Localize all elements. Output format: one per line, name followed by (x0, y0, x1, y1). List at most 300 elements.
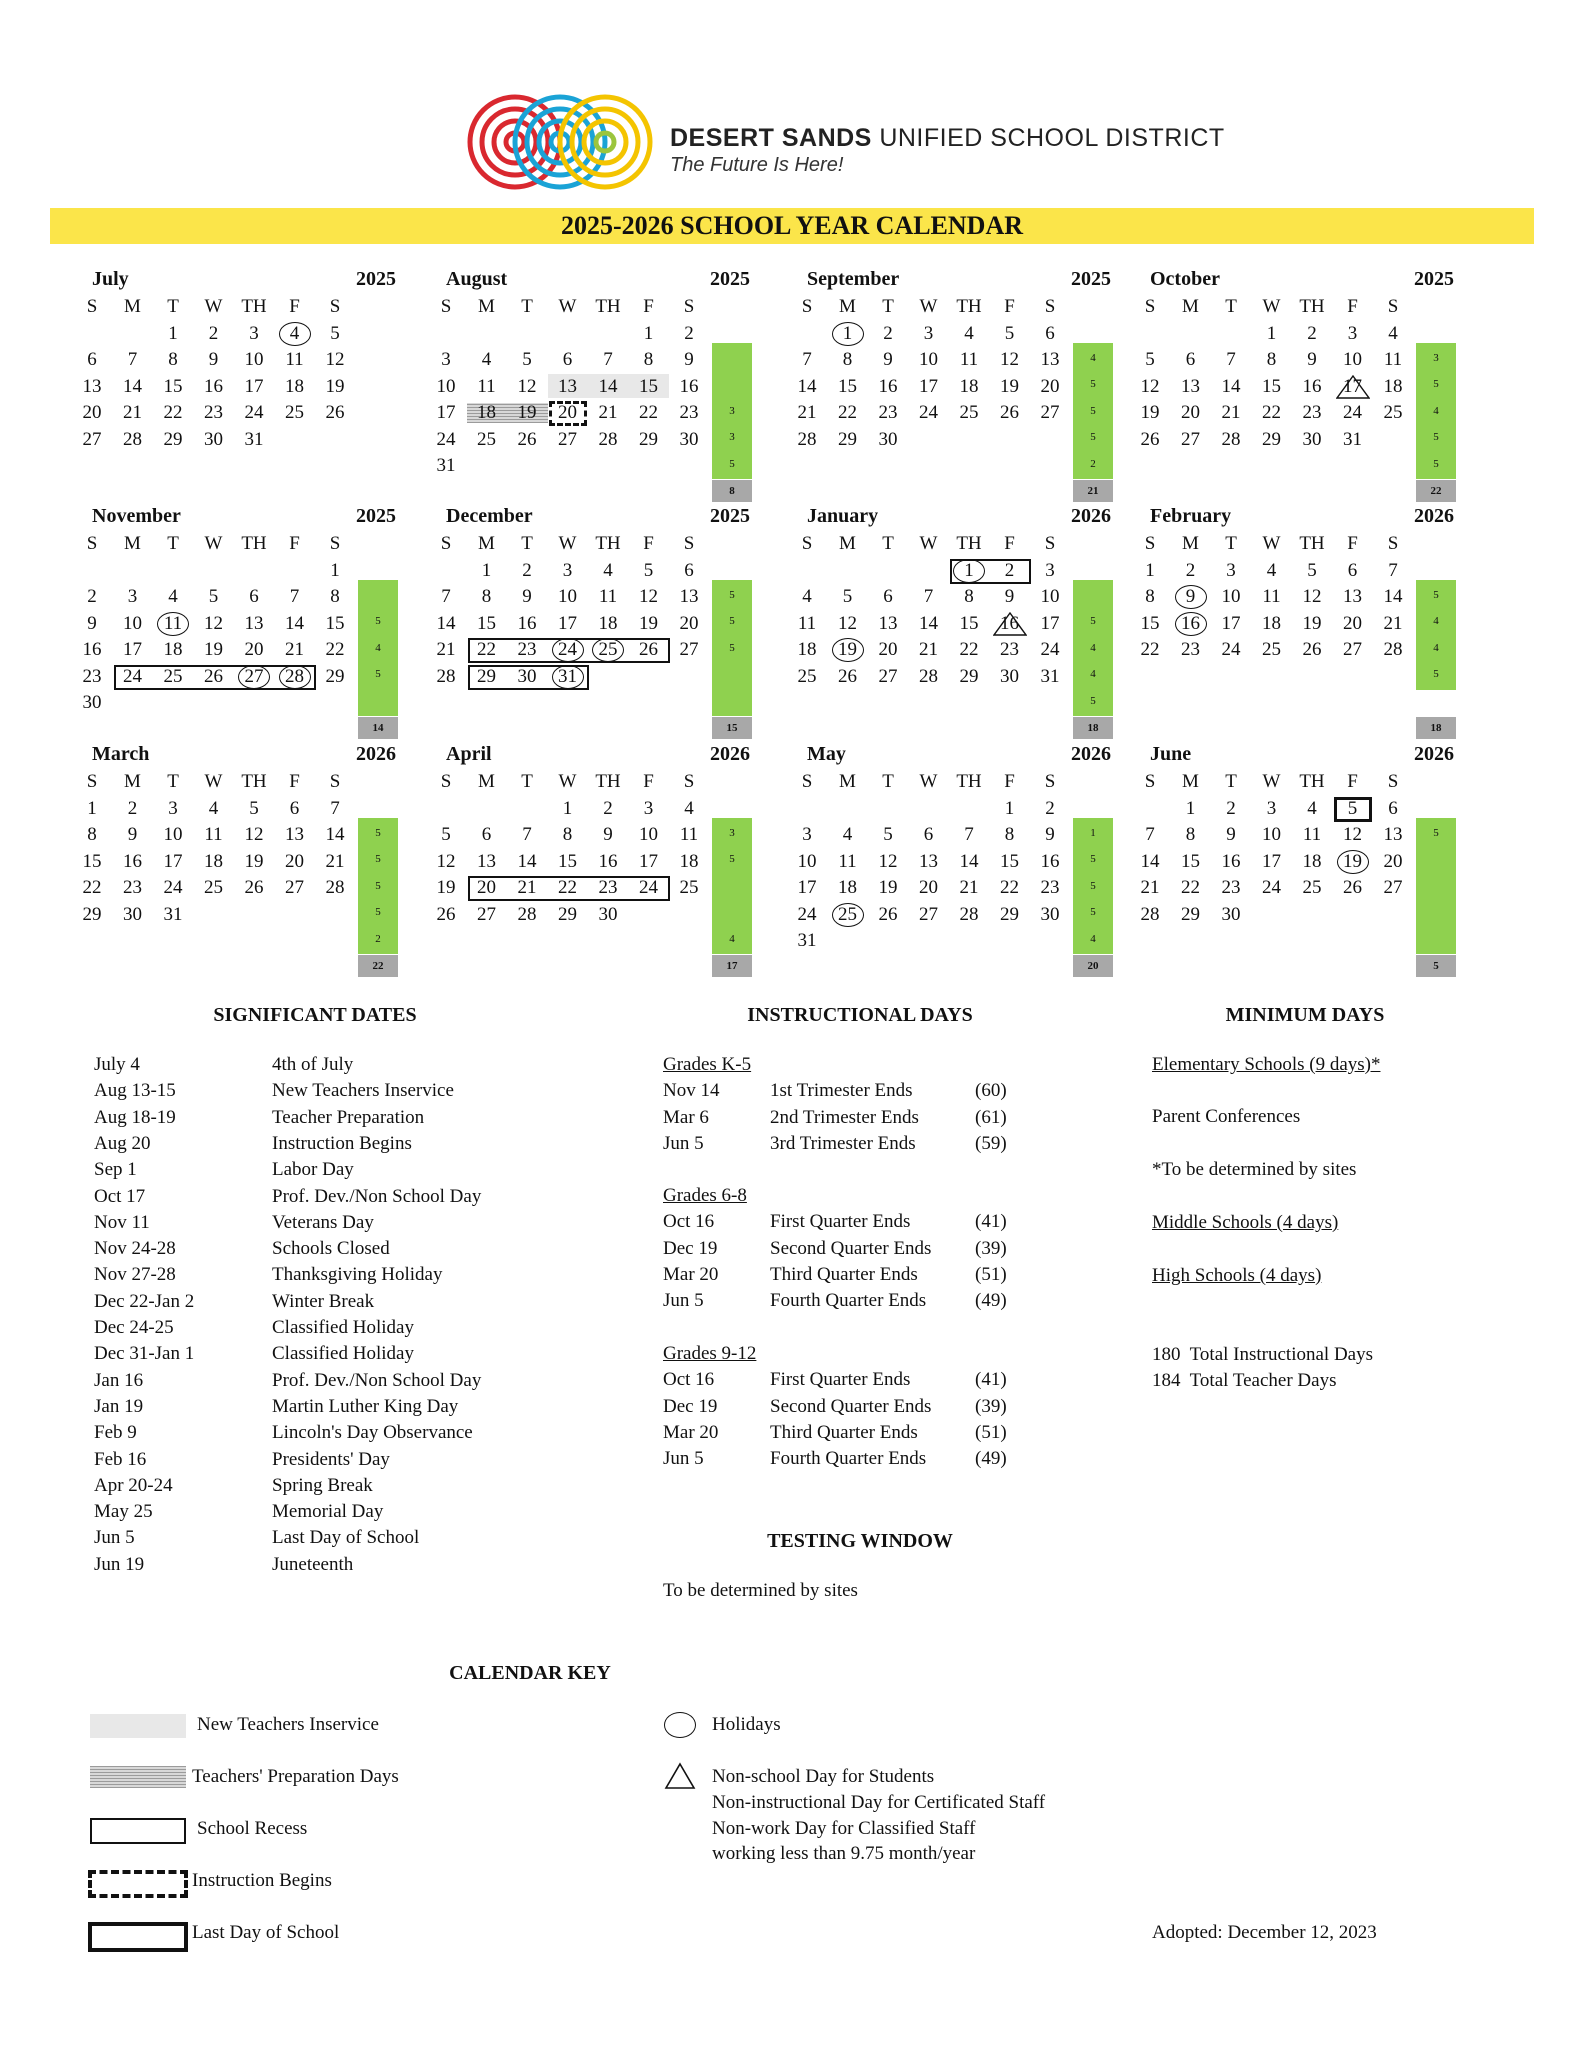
day-cell: 13 (679, 586, 699, 608)
total-teacher-days: 184 Total Teacher Days (1152, 1370, 1337, 1391)
day-cell: 12 (1302, 586, 1322, 608)
day-cell: 23 (598, 877, 618, 899)
day-cell: 1 (1145, 560, 1155, 581)
day-cell: 14 (919, 612, 938, 634)
day-cell: 13 (1343, 586, 1362, 608)
day-cell: 24 (123, 665, 142, 687)
day-cell: 16 (123, 850, 142, 872)
weekday-header: TH (1299, 771, 1325, 792)
significant-event: Prof. Dev./Non School Day (272, 1369, 482, 1391)
day-cell: 5 (208, 586, 219, 608)
day-cell: 17 (1221, 612, 1241, 634)
day-cell: 25 (797, 665, 817, 687)
weekday-header: TH (1299, 296, 1325, 317)
instructional-days-title: INSTRUCTIONAL DAYS (747, 1004, 973, 1026)
holiday-circle-icon (552, 665, 584, 689)
weekday-header: W (1262, 296, 1281, 317)
period-label: 2nd Trimester Ends (770, 1106, 919, 1128)
period-label: 3rd Trimester Ends (770, 1132, 916, 1154)
month-june (1106, 743, 1454, 979)
day-cell: 1 (1185, 798, 1196, 819)
day-cell: 1 (481, 560, 492, 581)
weekday-header: F (643, 296, 654, 317)
weekday-header: M (1182, 296, 1199, 317)
day-cell: 13 (244, 612, 264, 634)
day-cell: 1 (562, 798, 573, 819)
day-cell: 27 (82, 428, 102, 450)
day-cell: 22 (1262, 402, 1281, 424)
key-recess-swatch (90, 1818, 186, 1844)
period-label: Third Quarter Ends (770, 1263, 918, 1285)
day-cell: 29 (1000, 903, 1019, 925)
day-cell: 14 (123, 375, 142, 397)
significant-date: Dec 31-Jan 1 (94, 1343, 195, 1365)
day-cell: 13 (1040, 349, 1060, 371)
period-date: Dec 19 (663, 1237, 718, 1259)
day-cell: 4 (1307, 798, 1317, 819)
day-cell: 25 (598, 639, 618, 661)
month-year: 2026 (1414, 743, 1454, 765)
day-cell: 10 (1343, 349, 1362, 371)
day-cell: 18 (1262, 612, 1281, 634)
day-cell: 16 (1000, 612, 1019, 634)
day-cell: 31 (1343, 428, 1362, 450)
weekday-header: M (839, 296, 856, 317)
day-cell: 28 (517, 903, 537, 925)
day-cell: 6 (481, 824, 492, 846)
day-cell: 18 (679, 850, 699, 872)
day-cell: 27 (919, 903, 938, 925)
significant-date: Jun 5 (94, 1527, 135, 1549)
grade-group-heading: Grades 9-12 (663, 1343, 757, 1364)
week-count: 4 (1433, 615, 1439, 628)
weekday-header: F (289, 771, 300, 792)
period-day-count: (49) (975, 1290, 1007, 1312)
weekday-header: S (801, 533, 813, 554)
period-day-count: (39) (975, 1395, 1007, 1417)
key-last-swatch (88, 1922, 188, 1952)
day-cell: 9 (883, 349, 893, 371)
day-cell: 21 (919, 639, 938, 661)
weekday-header: S (683, 533, 695, 554)
weekday-header: S (683, 296, 695, 317)
day-cell: 31 (1040, 665, 1060, 687)
week-count: 5 (729, 615, 735, 628)
month-february (1106, 505, 1454, 741)
day-cell: 14 (1383, 586, 1403, 608)
day-cell: 9 (603, 824, 613, 846)
month-total-days: 18 (1073, 717, 1113, 739)
day-cell: 4 (842, 824, 853, 846)
day-cell: 24 (1221, 639, 1241, 661)
day-cell: 21 (959, 877, 979, 899)
day-cell: 17 (123, 639, 142, 661)
month-year: 2026 (1071, 743, 1111, 765)
week-count: 4 (1090, 932, 1096, 945)
weekday-header: T (882, 771, 894, 792)
day-cell: 17 (244, 375, 264, 397)
day-cell: 25 (959, 402, 979, 424)
day-cell: 19 (1000, 375, 1019, 397)
weekday-header: TH (241, 296, 267, 317)
weekday-header: F (289, 533, 300, 554)
key-holidays-label: Holidays (712, 1714, 781, 1735)
period-date: Mar 20 (663, 1421, 719, 1443)
weekday-header: F (1347, 296, 1358, 317)
day-cell: 5 (441, 824, 451, 846)
month-total-days: 14 (358, 717, 398, 739)
day-cell: 18 (477, 402, 496, 424)
day-cell: 19 (1343, 850, 1362, 872)
month-name: April (446, 743, 492, 765)
day-cell: 23 (1221, 877, 1241, 899)
day-cell: 31 (797, 930, 817, 951)
day-cell: 21 (797, 402, 817, 424)
day-cell: 30 (1040, 903, 1060, 925)
day-cell: 13 (919, 850, 938, 872)
day-cell: 22 (639, 402, 658, 424)
week-count: 5 (729, 589, 735, 601)
weekday-header: S (1044, 533, 1056, 554)
month-year: 2025 (1414, 268, 1454, 290)
day-cell: 28 (919, 665, 938, 687)
weekday-header: S (86, 771, 98, 792)
day-cell: 11 (838, 850, 857, 872)
week-count (712, 661, 752, 687)
district-logo (455, 92, 1225, 192)
significant-event: Prof. Dev./Non School Day (272, 1185, 482, 1207)
week-count: 2 (1090, 457, 1096, 470)
significant-event: Presidents' Day (272, 1448, 390, 1470)
significant-event: Classified Holiday (272, 1317, 414, 1338)
day-cell: 24 (558, 639, 577, 661)
holiday-circle-icon (238, 665, 270, 689)
day-cell: 2 (1185, 560, 1196, 581)
day-cell: 30 (204, 428, 223, 450)
day-cell: 8 (643, 349, 654, 371)
period-day-count: (61) (975, 1106, 1007, 1128)
day-cell: 30 (123, 903, 142, 925)
day-cell: 24 (163, 877, 183, 899)
day-cell: 8 (87, 824, 97, 846)
calendar-key-title: CALENDAR KEY (449, 1662, 611, 1684)
day-cell: 10 (1040, 586, 1060, 608)
month-july (48, 268, 396, 504)
day-cell: 12 (244, 824, 264, 846)
weekday-header: TH (956, 771, 982, 792)
day-cell: 9 (522, 586, 532, 608)
day-cell: 7 (441, 586, 451, 608)
month-january (763, 505, 1111, 741)
day-cell: 5 (330, 323, 340, 344)
day-cell: 6 (684, 560, 694, 581)
weekday-header: F (1347, 533, 1358, 554)
day-cell: 6 (883, 586, 893, 608)
month-name: September (807, 268, 900, 290)
day-cell: 5 (1004, 323, 1015, 344)
day-cell: 19 (325, 375, 345, 397)
day-cell: 12 (325, 349, 345, 371)
holiday-circle-icon (832, 903, 864, 927)
weekday-header: T (521, 296, 533, 317)
day-cell: 11 (477, 375, 496, 397)
month-april (402, 743, 750, 979)
day-cell: 10 (244, 349, 264, 371)
day-cell: 4 (964, 323, 974, 344)
day-cell: 26 (1000, 402, 1019, 424)
key-nonschool-line2: Non-instructional Day for Certificated Staff (712, 1792, 1046, 1813)
day-cell: 14 (285, 612, 304, 634)
week-count: 5 (1090, 853, 1096, 866)
month-name: December (446, 505, 533, 527)
week-count: 5 (375, 879, 381, 892)
weekday-header: T (167, 771, 179, 792)
week-count: 5 (1090, 378, 1096, 391)
day-cell: 29 (1181, 903, 1200, 925)
day-cell: 26 (244, 877, 264, 899)
day-cell: 22 (477, 639, 496, 661)
day-cell: 17 (639, 850, 658, 872)
day-cell: 25 (1383, 402, 1403, 424)
day-cell: 21 (1140, 877, 1160, 899)
day-cell: 16 (1221, 850, 1241, 872)
day-cell: 7 (1145, 824, 1155, 846)
month-total-days: 18 (1416, 717, 1456, 739)
weekday-header: M (1182, 771, 1199, 792)
testing-window-title: TESTING WINDOW (767, 1530, 953, 1552)
day-cell: 8 (842, 349, 853, 371)
period-label: Fourth Quarter Ends (770, 1448, 927, 1470)
weekday-header: S (1044, 771, 1056, 792)
day-cell: 27 (285, 877, 304, 899)
key-last-label: Last Day of School (192, 1922, 340, 1943)
holiday-circle-icon (832, 322, 864, 346)
period-date: Oct 16 (663, 1211, 715, 1233)
key-holiday-circle-icon (664, 1712, 696, 1738)
significant-date: Dec 22-Jan 2 (94, 1290, 195, 1312)
day-cell: 20 (285, 850, 304, 872)
day-cell: 30 (1000, 665, 1019, 687)
weekday-header: F (1004, 296, 1015, 317)
day-cell: 12 (1140, 375, 1160, 397)
day-cell: 16 (82, 639, 102, 661)
significant-event: Winter Break (272, 1290, 375, 1312)
key-nonschool-line3: Non-work Day for Classified Staff (712, 1818, 976, 1839)
week-count: 5 (1433, 668, 1439, 681)
day-cell: 5 (1307, 560, 1317, 581)
weekday-header: S (329, 296, 341, 317)
week-count: 5 (375, 615, 381, 628)
day-cell: 10 (639, 824, 658, 846)
day-cell: 16 (517, 612, 537, 634)
day-cell: 26 (436, 903, 456, 925)
period-label: 1st Trimester Ends (770, 1080, 913, 1102)
day-cell: 1 (330, 560, 340, 581)
significant-date: Nov 11 (94, 1211, 150, 1233)
day-cell: 13 (285, 824, 304, 846)
day-cell: 15 (1181, 850, 1200, 872)
day-cell: 15 (477, 612, 496, 634)
week-count: 5 (1433, 431, 1439, 444)
weekday-header: M (478, 771, 495, 792)
day-cell: 25 (163, 665, 183, 687)
day-cell: 30 (82, 692, 102, 713)
month-may (763, 743, 1111, 979)
period-day-count: (51) (975, 1263, 1007, 1285)
day-cell: 24 (244, 402, 264, 424)
day-cell: 22 (1140, 639, 1160, 661)
day-cell: 15 (325, 612, 345, 634)
day-cell: 21 (285, 639, 304, 661)
month-year: 2026 (1414, 505, 1454, 527)
day-cell: 12 (436, 850, 456, 872)
day-cell: 15 (558, 850, 577, 872)
day-cell: 8 (330, 586, 340, 608)
week-count: 5 (375, 853, 381, 866)
day-cell: 20 (558, 402, 577, 424)
holiday-circle-icon (1175, 612, 1207, 636)
significant-date: Jan 16 (94, 1369, 144, 1391)
day-cell: 17 (436, 402, 456, 424)
period-day-count: (49) (975, 1448, 1007, 1470)
key-nonschool-line4: working less than 9.75 month/year (712, 1843, 976, 1864)
day-cell: 27 (1383, 877, 1403, 899)
day-cell: 3 (1226, 560, 1236, 581)
day-cell: 28 (598, 428, 618, 450)
day-cell: 29 (163, 428, 183, 450)
day-cell: 15 (639, 375, 658, 397)
last-day-box (1334, 797, 1373, 822)
significant-date: Feb 9 (94, 1422, 137, 1444)
day-cell: 15 (1140, 612, 1160, 634)
day-cell: 12 (878, 850, 898, 872)
week-count: 5 (1090, 906, 1096, 919)
weekday-header: M (124, 533, 141, 554)
day-cell: 11 (1302, 824, 1322, 846)
day-cell: 2 (522, 560, 532, 581)
day-cell: 19 (1302, 612, 1322, 634)
day-cell: 29 (325, 665, 345, 687)
day-cell: 29 (639, 428, 658, 450)
day-cell: 4 (168, 586, 178, 608)
weekday-header: TH (595, 296, 621, 317)
day-cell: 6 (1185, 349, 1196, 371)
weekday-header: M (124, 296, 141, 317)
page-title: 2025-2026 SCHOOL YEAR CALENDAR (50, 208, 1534, 244)
weekday-header: F (289, 296, 300, 317)
day-cell: 23 (878, 402, 898, 424)
day-cell: 6 (923, 824, 934, 846)
day-cell: 31 (436, 455, 456, 476)
day-cell: 1 (1004, 798, 1015, 819)
day-cell: 2 (883, 323, 893, 344)
day-cell: 29 (558, 903, 577, 925)
significant-date: Nov 24-28 (94, 1238, 176, 1260)
day-cell: 19 (244, 850, 264, 872)
key-begin-swatch (88, 1870, 188, 1898)
day-cell: 17 (797, 877, 817, 899)
month-name: February (1150, 505, 1232, 527)
week-count: 5 (375, 668, 381, 681)
day-cell: 12 (1000, 349, 1019, 371)
significant-date: Nov 27-28 (94, 1264, 176, 1286)
significant-event: 4th of July (272, 1054, 354, 1075)
day-cell: 14 (436, 612, 456, 634)
day-cell: 20 (1181, 402, 1200, 424)
day-cell: 13 (477, 850, 496, 872)
day-cell: 24 (1343, 402, 1362, 424)
day-cell: 12 (517, 375, 537, 397)
day-cell: 18 (959, 375, 979, 397)
week-count: 5 (729, 853, 735, 866)
day-cell: 7 (127, 349, 138, 371)
month-year: 2025 (710, 505, 750, 527)
day-cell: 21 (123, 402, 142, 424)
day-cell: 4 (684, 798, 694, 819)
significant-date: Feb 16 (94, 1448, 147, 1470)
day-cell: 5 (522, 349, 532, 371)
day-cell: 26 (325, 402, 345, 424)
day-cell: 26 (838, 665, 857, 687)
month-name: November (92, 505, 181, 527)
weekday-header: W (204, 533, 223, 554)
day-cell: 27 (1181, 428, 1200, 450)
weekday-header: S (1387, 533, 1399, 554)
day-cell: 5 (643, 560, 654, 581)
weekday-header: S (1144, 296, 1156, 317)
day-cell: 23 (204, 402, 223, 424)
day-cell: 26 (1140, 428, 1160, 450)
grade-group-heading: Grades K-5 (663, 1054, 752, 1075)
weekday-header: TH (956, 533, 982, 554)
period-date: Oct 16 (663, 1369, 715, 1391)
day-cell: 21 (436, 639, 456, 661)
day-cell: 10 (1221, 586, 1241, 608)
day-cell: 18 (1302, 850, 1322, 872)
significant-event: Veterans Day (272, 1211, 374, 1233)
day-cell: 15 (163, 375, 183, 397)
day-cell: 20 (919, 877, 938, 899)
weekday-header: M (1182, 533, 1199, 554)
day-cell: 14 (325, 824, 345, 846)
day-cell: 17 (558, 612, 577, 634)
day-cell: 29 (1262, 428, 1281, 450)
week-count: 4 (1433, 404, 1439, 417)
day-cell: 26 (204, 665, 223, 687)
day-cell: 6 (289, 798, 300, 819)
day-cell: 11 (163, 612, 183, 634)
day-cell: 14 (517, 850, 537, 872)
period-date: Jun 5 (663, 1290, 704, 1312)
day-cell: 11 (285, 349, 304, 371)
day-cell: 11 (1383, 349, 1403, 371)
day-cell: 24 (919, 402, 938, 424)
day-cell: 26 (878, 903, 898, 925)
week-count: 3 (729, 431, 735, 444)
day-cell: 9 (684, 349, 694, 371)
day-cell: 15 (1000, 850, 1019, 872)
day-cell: 16 (598, 850, 618, 872)
day-cell: 5 (842, 586, 853, 608)
significant-date: Jun 19 (94, 1553, 145, 1575)
month-march (48, 743, 396, 979)
day-cell: 8 (1004, 824, 1015, 846)
period-date: Jun 5 (663, 1132, 704, 1154)
month-name: July (92, 268, 129, 290)
month-name: January (807, 505, 879, 527)
day-cell: 9 (1004, 586, 1015, 608)
day-cell: 23 (679, 402, 699, 424)
